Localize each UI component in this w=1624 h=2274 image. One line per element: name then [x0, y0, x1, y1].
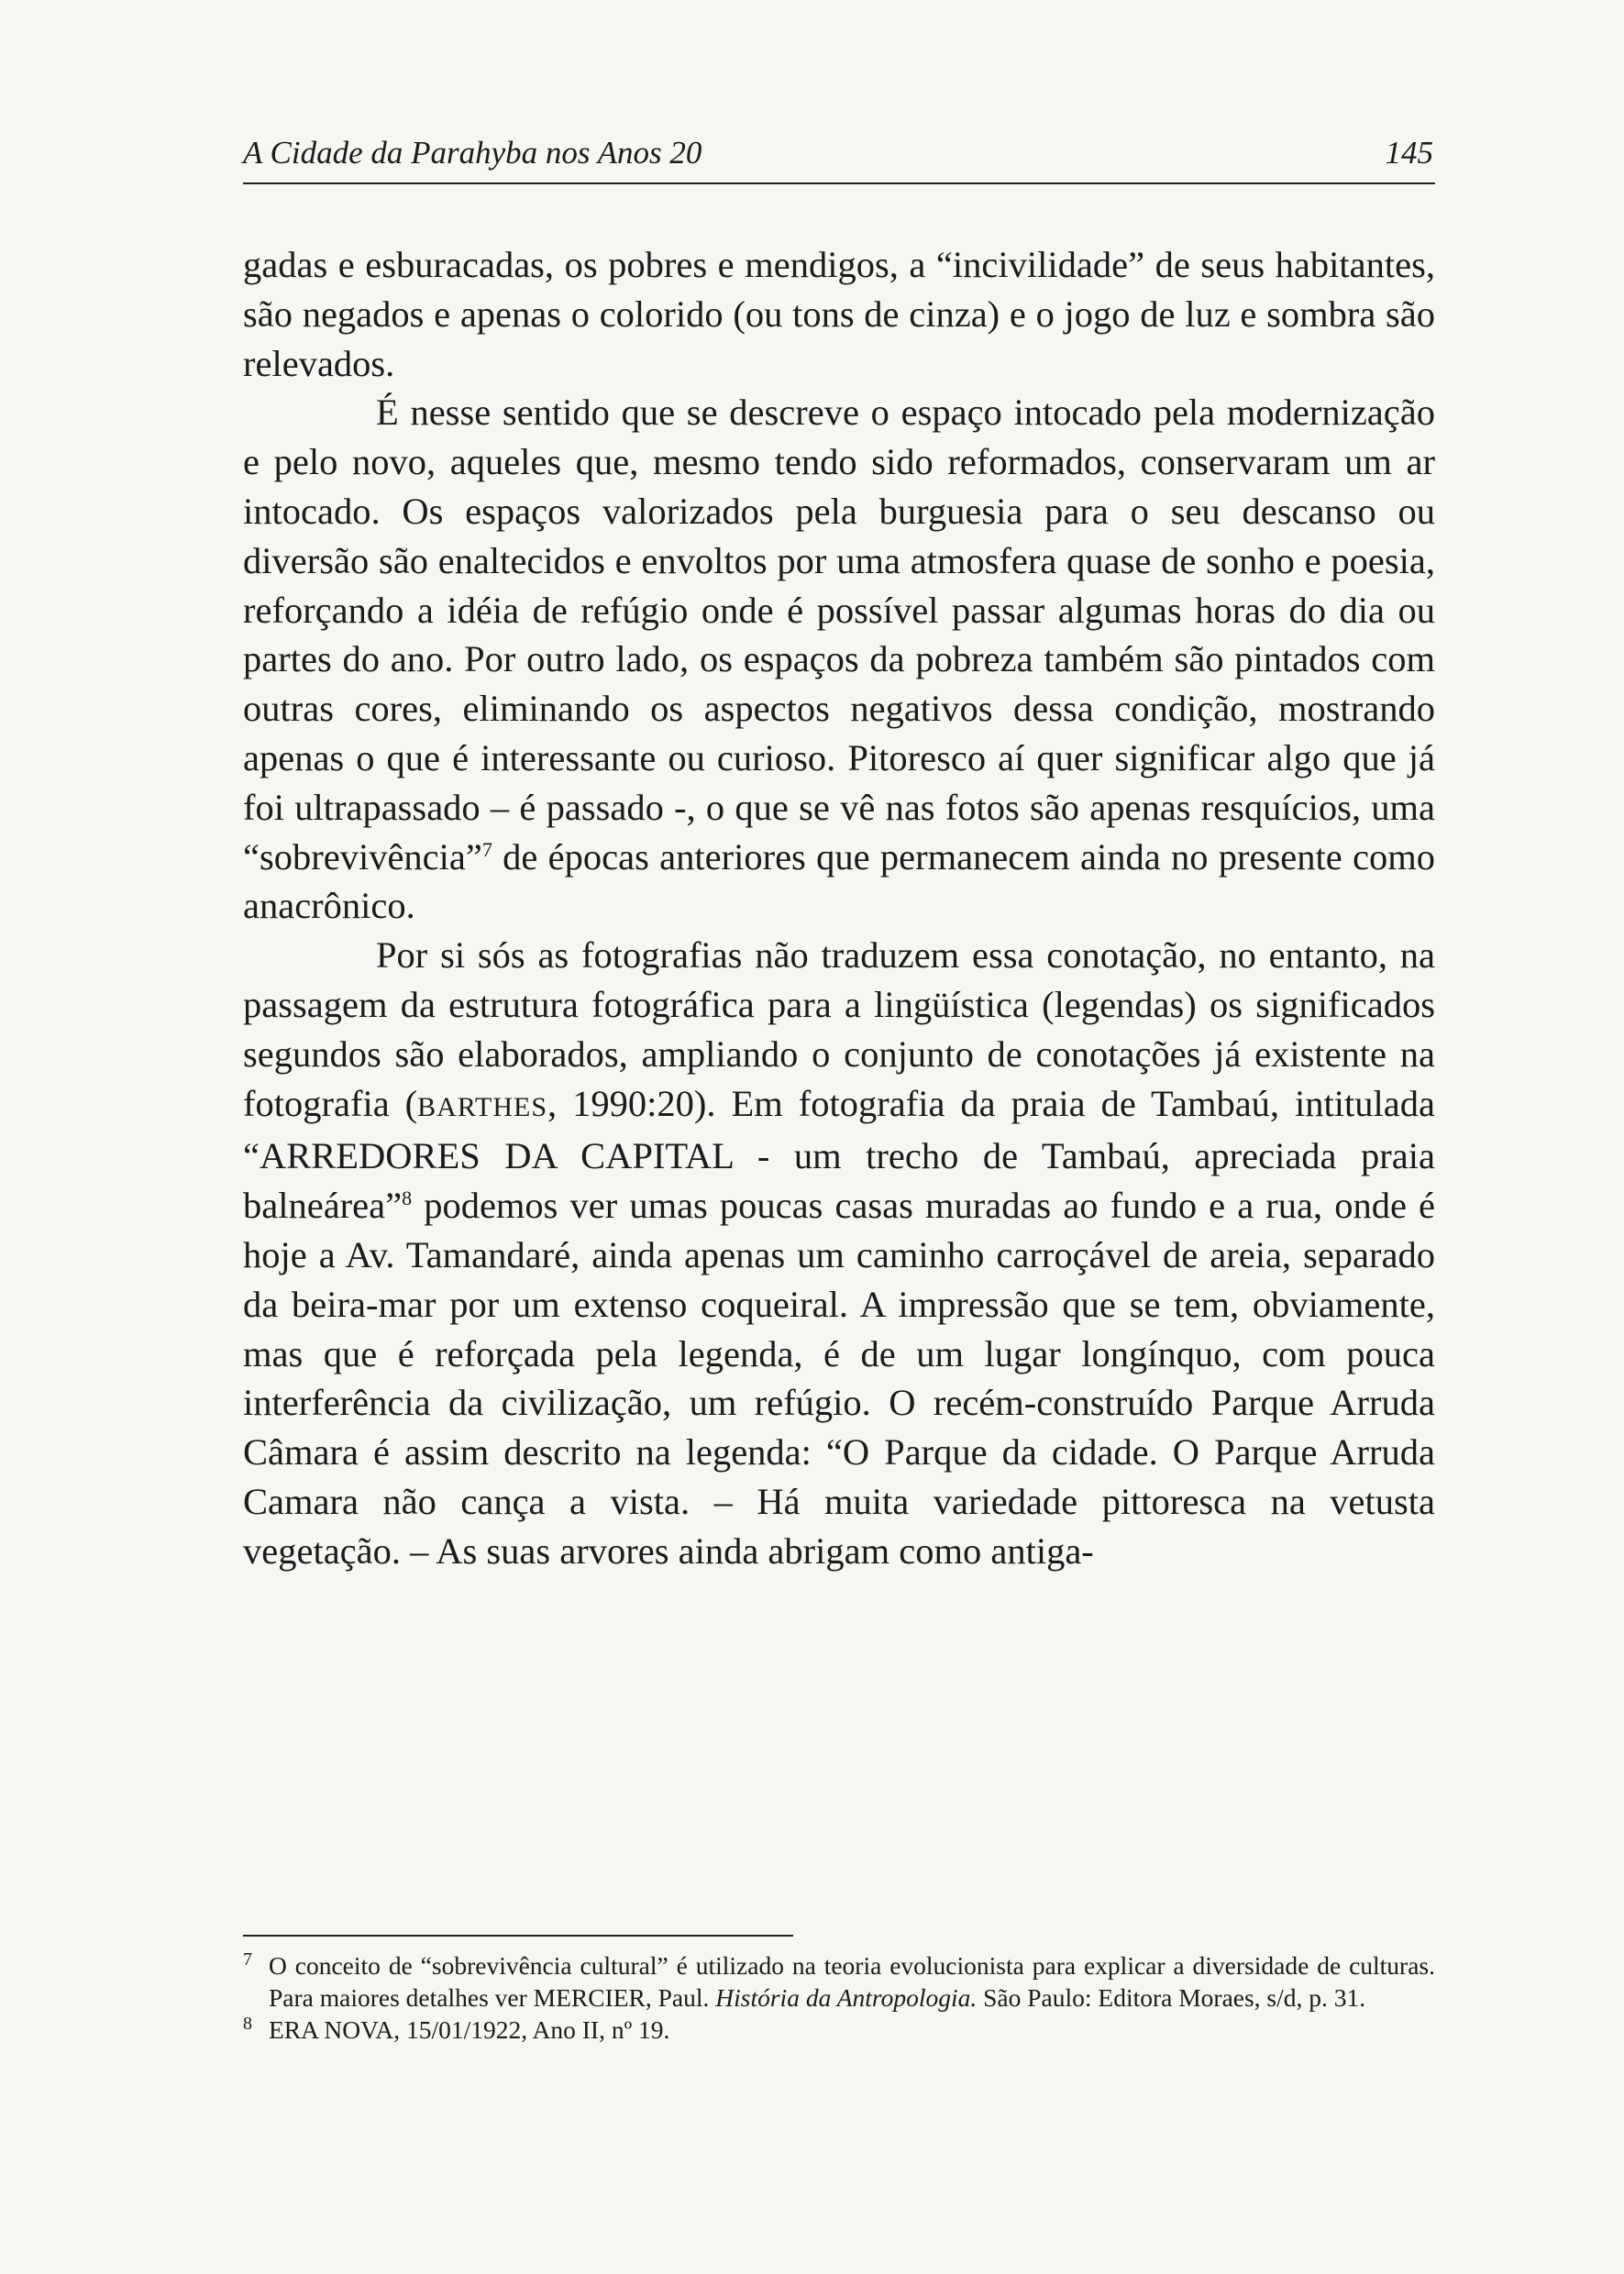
- paragraph-2: [243, 388, 1435, 931]
- paragraph-3-text-b: , 1990:20). Em fotografia da praia de Tambaú, intitulada “ARREDORES DA CAPITAL - um trecho de Tambaú, apreciada praia balneárea”: [243, 1082, 1436, 1227]
- paragraph-3-text-a: Por si sós as fotografias não traduzem essa conotação, no entanto, na passagem da estrutura fotográfica para a lingüística (legendas) os significados segundos são elaborados, ampliando o conjunto de conotações já existente na fotografia (: [243, 934, 1435, 1124]
- body-text: [243, 240, 1435, 1576]
- page-number: 145: [1385, 135, 1433, 171]
- footnote-7-text-a: O conceito de “sobrevivência cultural” é utilizado na teoria evolucionista para explicar a diversidade de culturas. Para maiores detalhes ver MERCIER, Paul.: [269, 1951, 1435, 2012]
- running-title: A Cidade da Parahyba nos Anos 20: [243, 135, 702, 171]
- paragraph-2-text-b: de épocas anteriores que permanecem ainda no presente como anacrônico.: [243, 835, 1435, 927]
- footnote-7-book-title: História da Antropologia.: [715, 1983, 978, 2012]
- paragraph-3: [243, 931, 1435, 1575]
- footnotes: [243, 1949, 1435, 2046]
- paragraph-1: [243, 240, 1435, 388]
- paragraph-2-text-a: É nesse sentido que se descreve o espaço intocado pela modernização e pelo novo, aqueles que, mesmo tendo sido reformados, conservaram um ar intocado. Os espaços valorizados pela burguesia para o seu descanso ou diversão são enaltecidos e envoltos por uma atmosfera quase de sonho e poesia, reforçando a idéia de refúgio onde é possível passar algumas horas do dia ou partes do ano. Por outro lado, os espaços da pobreza também são pintados com outras cores, eliminando os aspectos negativos dessa condição, mostrando apenas o que é interessante ou curioso. Pitoresco aí quer significar algo que já foi ultrapassado – é passado -, o que se vê nas fotos são apenas resquícios, uma “sobrevivência”: [243, 392, 1435, 878]
- footnote-ref-7: 7: [481, 837, 492, 861]
- footnote-divider: [243, 1935, 793, 1937]
- footnote-8-mark: 8: [243, 2014, 252, 2034]
- footnote-8-text: ERA NOVA, 15/01/1922, Ano II, nº 19.: [269, 2015, 670, 2044]
- footnote-8: [243, 2014, 1435, 2046]
- footnote-7-mark: 7: [243, 1949, 252, 1970]
- running-header: [243, 131, 1435, 184]
- footnote-ref-8: 8: [402, 1187, 413, 1210]
- footnote-7-text-b: São Paulo: Editora Moraes, s/d, p. 31.: [977, 1983, 1366, 2012]
- citation-author: BARTHES: [417, 1091, 548, 1122]
- paragraph-1-text: gadas e esburacadas, os pobres e mendigos, a “incivilidade” de seus habitantes, são negados e apenas o colorido (ou tons de cinza) e o jogo de luz e sombra são relevados.: [243, 244, 1435, 384]
- paragraph-3-text-c: podemos ver umas poucas casas muradas ao fundo e a rua, onde é hoje a Av. Tamandaré, ainda apenas um caminho carroçável de areia, separado da beira-mar por um extenso coqueiral. A impressão que se tem, obviamente, mas que é reforçada pela legenda, é de um lugar longínquo, com pouca interferência da civilização, um refúgio. O recém-construído Parque Arruda Câmara é assim descrito na legenda: “O Parque da cidade. O Parque Arruda Camara não cança a vista. – Há muita variedade pittoresca na vetusta vegetação. – As suas arvores ainda abrigam como antiga-: [243, 1185, 1435, 1572]
- footnote-7: [243, 1949, 1435, 2014]
